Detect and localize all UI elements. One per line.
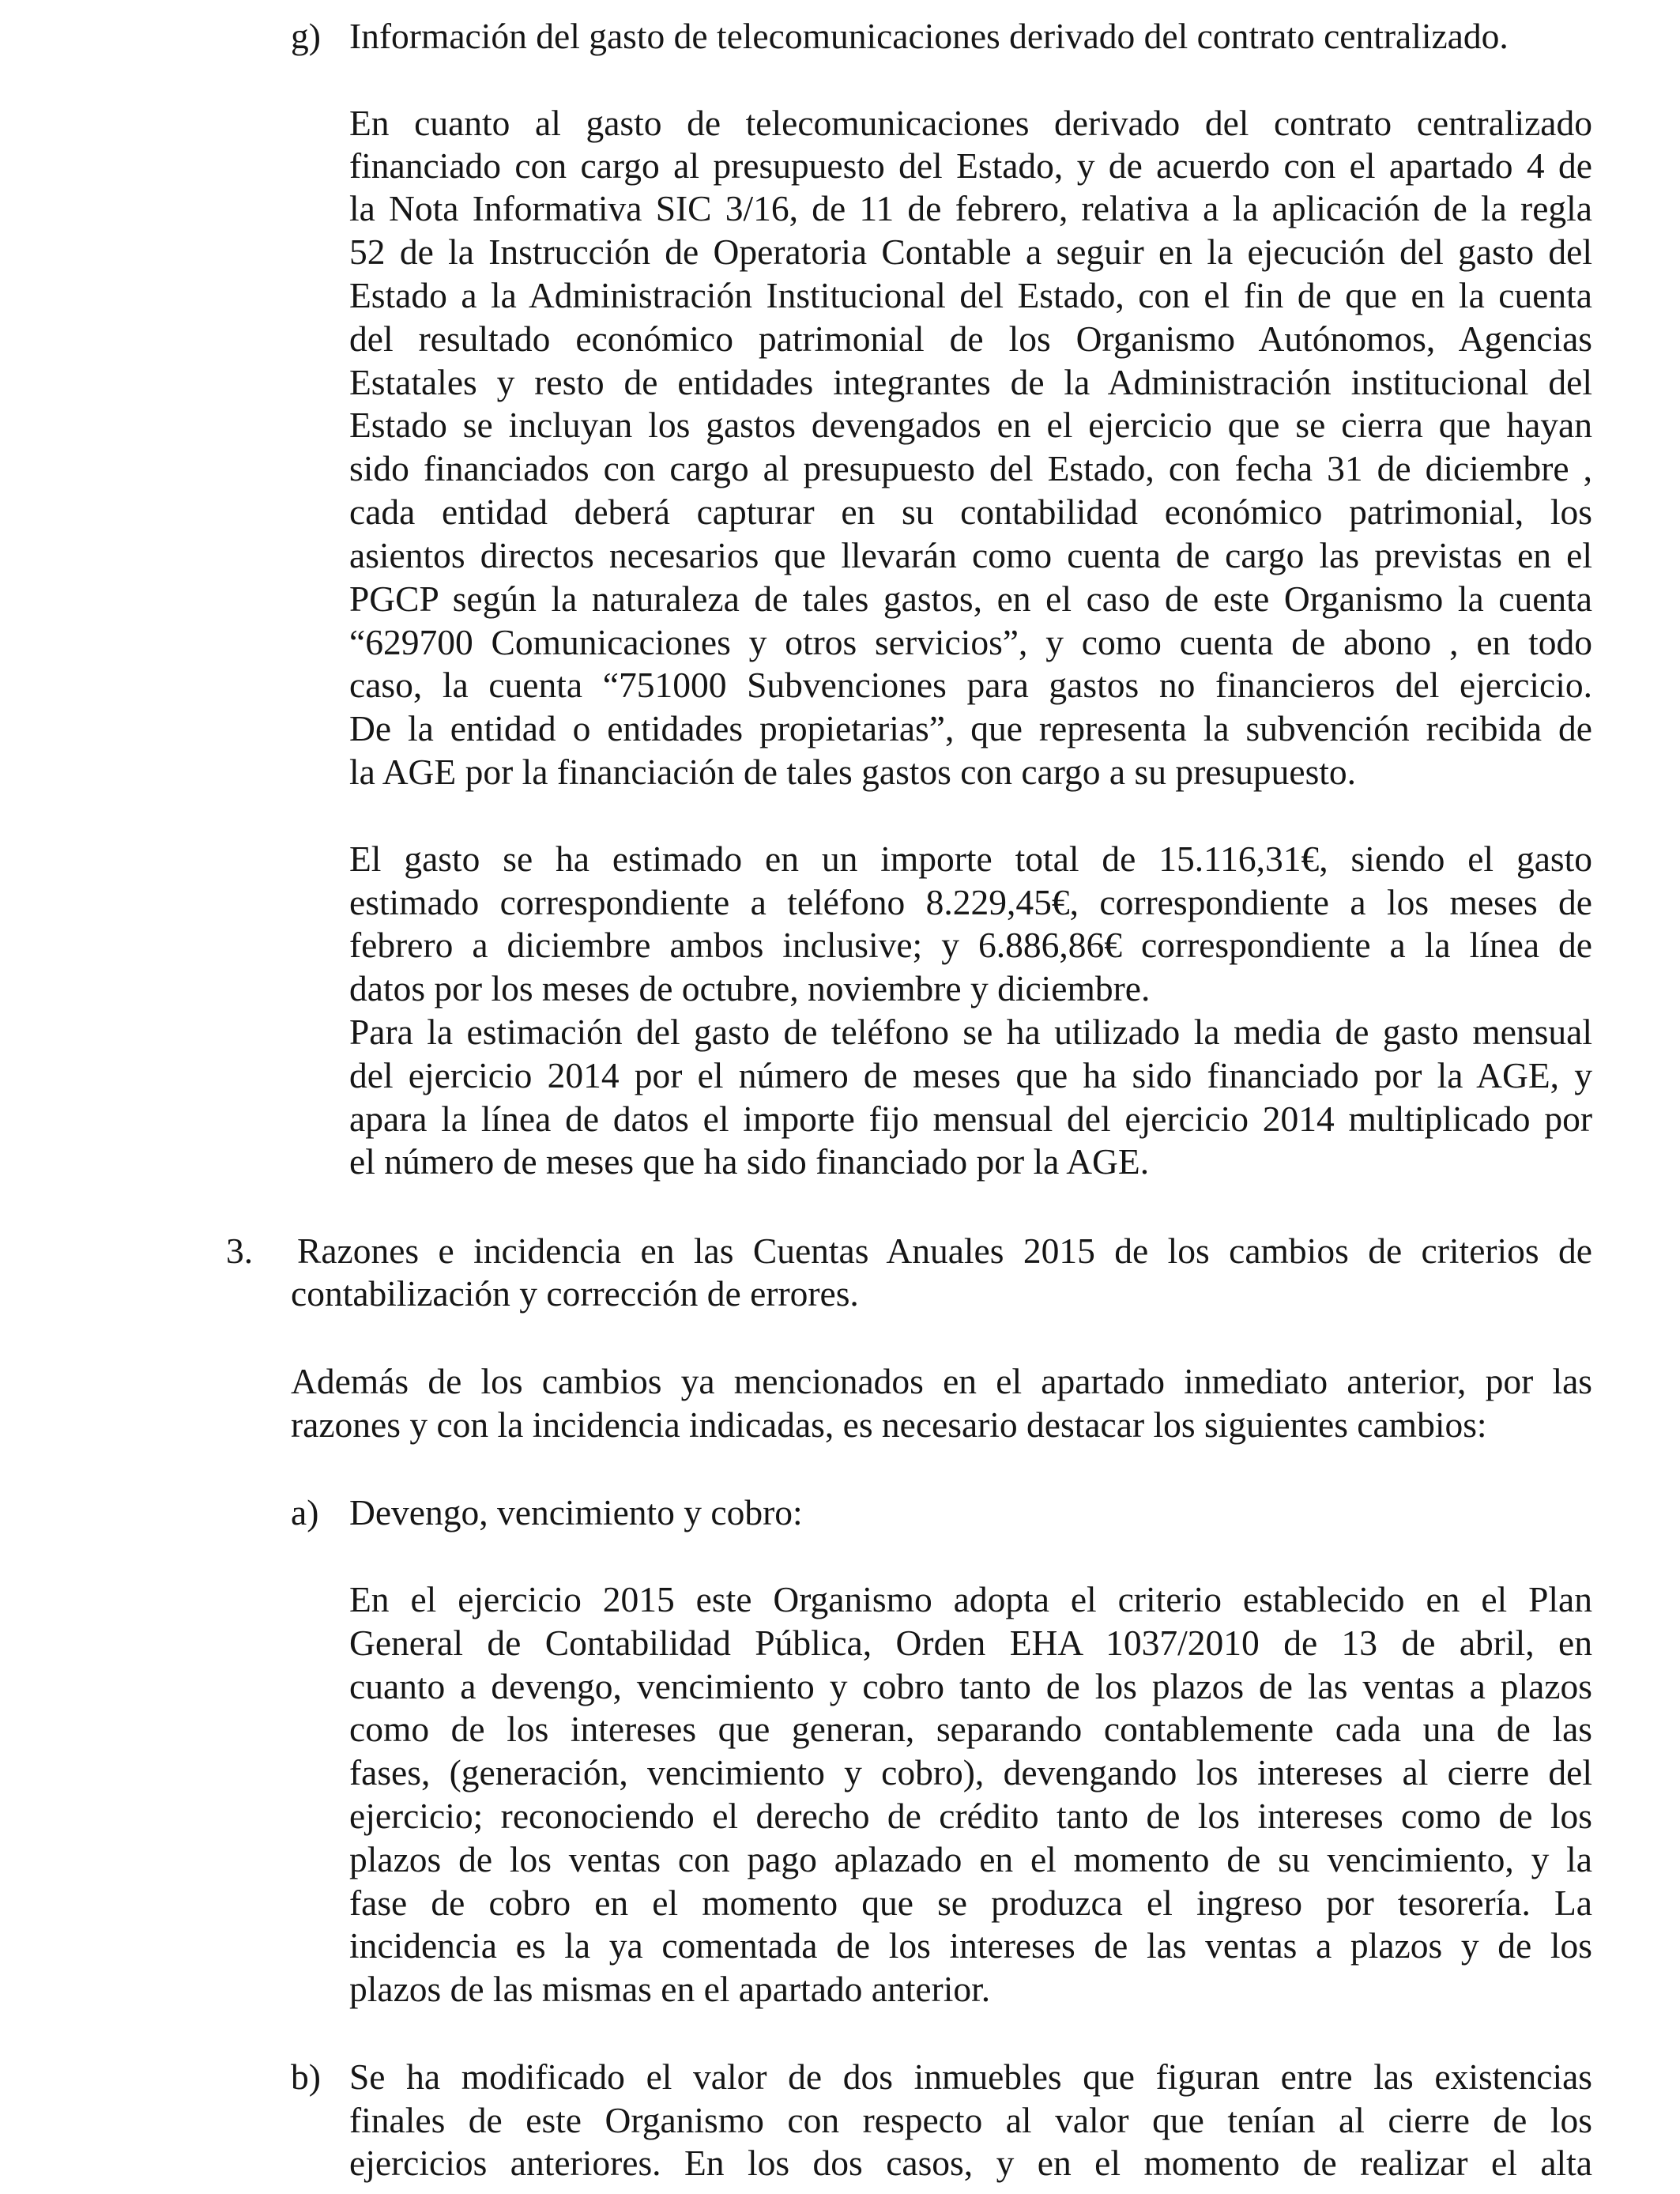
text-line: finales de este Organismo con respecto al valor que tenían al cierre de los <box>349 2100 1592 2140</box>
text-line: plazos de las mismas en el apartado anterior. <box>349 1969 991 2009</box>
text-line: cada entidad deberá capturar en su contabilidad económico patrimonial, los <box>349 492 1592 532</box>
text-line: De la entidad o entidades propietarias”, que representa la subvención recibida de <box>349 708 1592 748</box>
text-line: Estado se incluyan los gastos devengados en el ejercicio que se cierra que hayan <box>349 405 1592 445</box>
text-line: apara la línea de datos el importe fijo mensual del ejercicio 2014 multiplicado por <box>349 1099 1592 1139</box>
text-line: En el ejercicio 2015 este Organismo adopta el criterio establecido en el Plan <box>349 1579 1592 1619</box>
text-line: El gasto se ha estimado en un importe total de 15.116,31€, siendo el gasto <box>349 839 1592 879</box>
text-line: fases, (generación, vencimiento y cobro), devengando los intereses al cierre del <box>349 1752 1592 1793</box>
text-line: 52 de la Instrucción de Operatoria Contable a seguir en la ejecución del gasto del <box>349 232 1592 272</box>
text-line: como de los intereses que generan, separando contablemente cada una de las <box>349 1709 1592 1749</box>
list-marker-g: g) <box>291 16 321 56</box>
text-line: financiado con cargo al presupuesto del Estado, y de acuerdo con el apartado 4 de <box>349 145 1592 186</box>
text-line: sido financiados con cargo al presupuesto del Estado, con fecha 31 de diciembre , <box>349 448 1592 488</box>
heading-line: contabilización y corrección de errores. <box>291 1273 859 1314</box>
item-g-heading: Información del gasto de telecomunicaciones derivado del contrato centralizado. <box>349 16 1509 56</box>
text-line: Para la estimación del gasto de teléfono se ha utilizado la media de gasto mensual <box>349 1012 1592 1052</box>
text-line: fase de cobro en el momento que se produzca el ingreso por tesorería. La <box>349 1883 1592 1923</box>
list-marker-b: b) <box>291 2056 321 2097</box>
section-number-3: 3. <box>226 1231 254 1271</box>
item-a-heading: Devengo, vencimiento y cobro: <box>349 1492 803 1532</box>
text-line: Se ha modificado el valor de dos inmuebles que figuran entre las existencias <box>349 2056 1592 2097</box>
text-line: General de Contabilidad Pública, Orden EHA 1037/2010 de 13 de abril, en <box>349 1623 1592 1663</box>
heading-line: Razones e incidencia en las Cuentas Anuales 2015 de los cambios de criterios de <box>297 1231 1592 1271</box>
text-line: la Nota Informativa SIC 3/16, de 11 de febrero, relativa a la aplicación de la regla <box>349 188 1592 228</box>
text-line: del resultado económico patrimonial de los Organismo Autónomos, Agencias <box>349 319 1592 359</box>
text-line: incidencia es la ya comentada de los intereses de las ventas a plazos y de los <box>349 1925 1592 1966</box>
text-line: ejercicios anteriores. En los dos casos, y en el momento de realizar el alta <box>349 2143 1592 2183</box>
text-line: la AGE por la financiación de tales gastos con cargo a su presupuesto. <box>349 752 1357 792</box>
text-line: cuanto a devengo, vencimiento y cobro tanto de los plazos de las ventas a plazos <box>349 1666 1592 1706</box>
text-line: del ejercicio 2014 por el número de meses que ha sido financiado por la AGE, y <box>349 1055 1592 1095</box>
text-line: Estado a la Administración Institucional del Estado, con el fin de que en la cuenta <box>349 275 1592 315</box>
text-line: febrero a diciembre ambos inclusive; y 6.886,86€ correspondiente a la línea de <box>349 925 1592 965</box>
text-line: plazos de los ventas con pago aplazado en el momento de su vencimiento, y la <box>349 1839 1592 1879</box>
text-line: PGCP según la naturaleza de tales gastos, en el caso de este Organismo la cuenta <box>349 579 1592 619</box>
text-line: razones y con la incidencia indicadas, es necesario destacar los siguientes cambios: <box>291 1404 1487 1445</box>
list-marker-a: a) <box>291 1492 319 1532</box>
text-line: Estatales y resto de entidades integrantes de la Administración institucional del <box>349 362 1592 402</box>
text-line: datos por los meses de octubre, noviembre y diciembre. <box>349 968 1151 1008</box>
text-line: asientos directos necesarios que llevarán como cuenta de cargo las previstas en el <box>349 535 1592 575</box>
text-line: ejercicio; reconociendo el derecho de crédito tanto de los intereses como de los <box>349 1796 1592 1836</box>
text-line: estimado correspondiente a teléfono 8.229,45€, correspondiente a los meses de <box>349 882 1592 922</box>
text-line: En cuanto al gasto de telecomunicaciones derivado del contrato centralizado <box>349 103 1592 143</box>
text-line: caso, la cuenta “751000 Subvenciones para gastos no financieros del ejercicio. <box>349 665 1592 705</box>
text-line: “629700 Comunicaciones y otros servicios”, y como cuenta de abono , en todo <box>349 622 1592 662</box>
text-line: Además de los cambios ya mencionados en el apartado inmediato anterior, por las <box>291 1361 1592 1401</box>
text-line: el número de meses que ha sido financiado por la AGE. <box>349 1141 1150 1182</box>
